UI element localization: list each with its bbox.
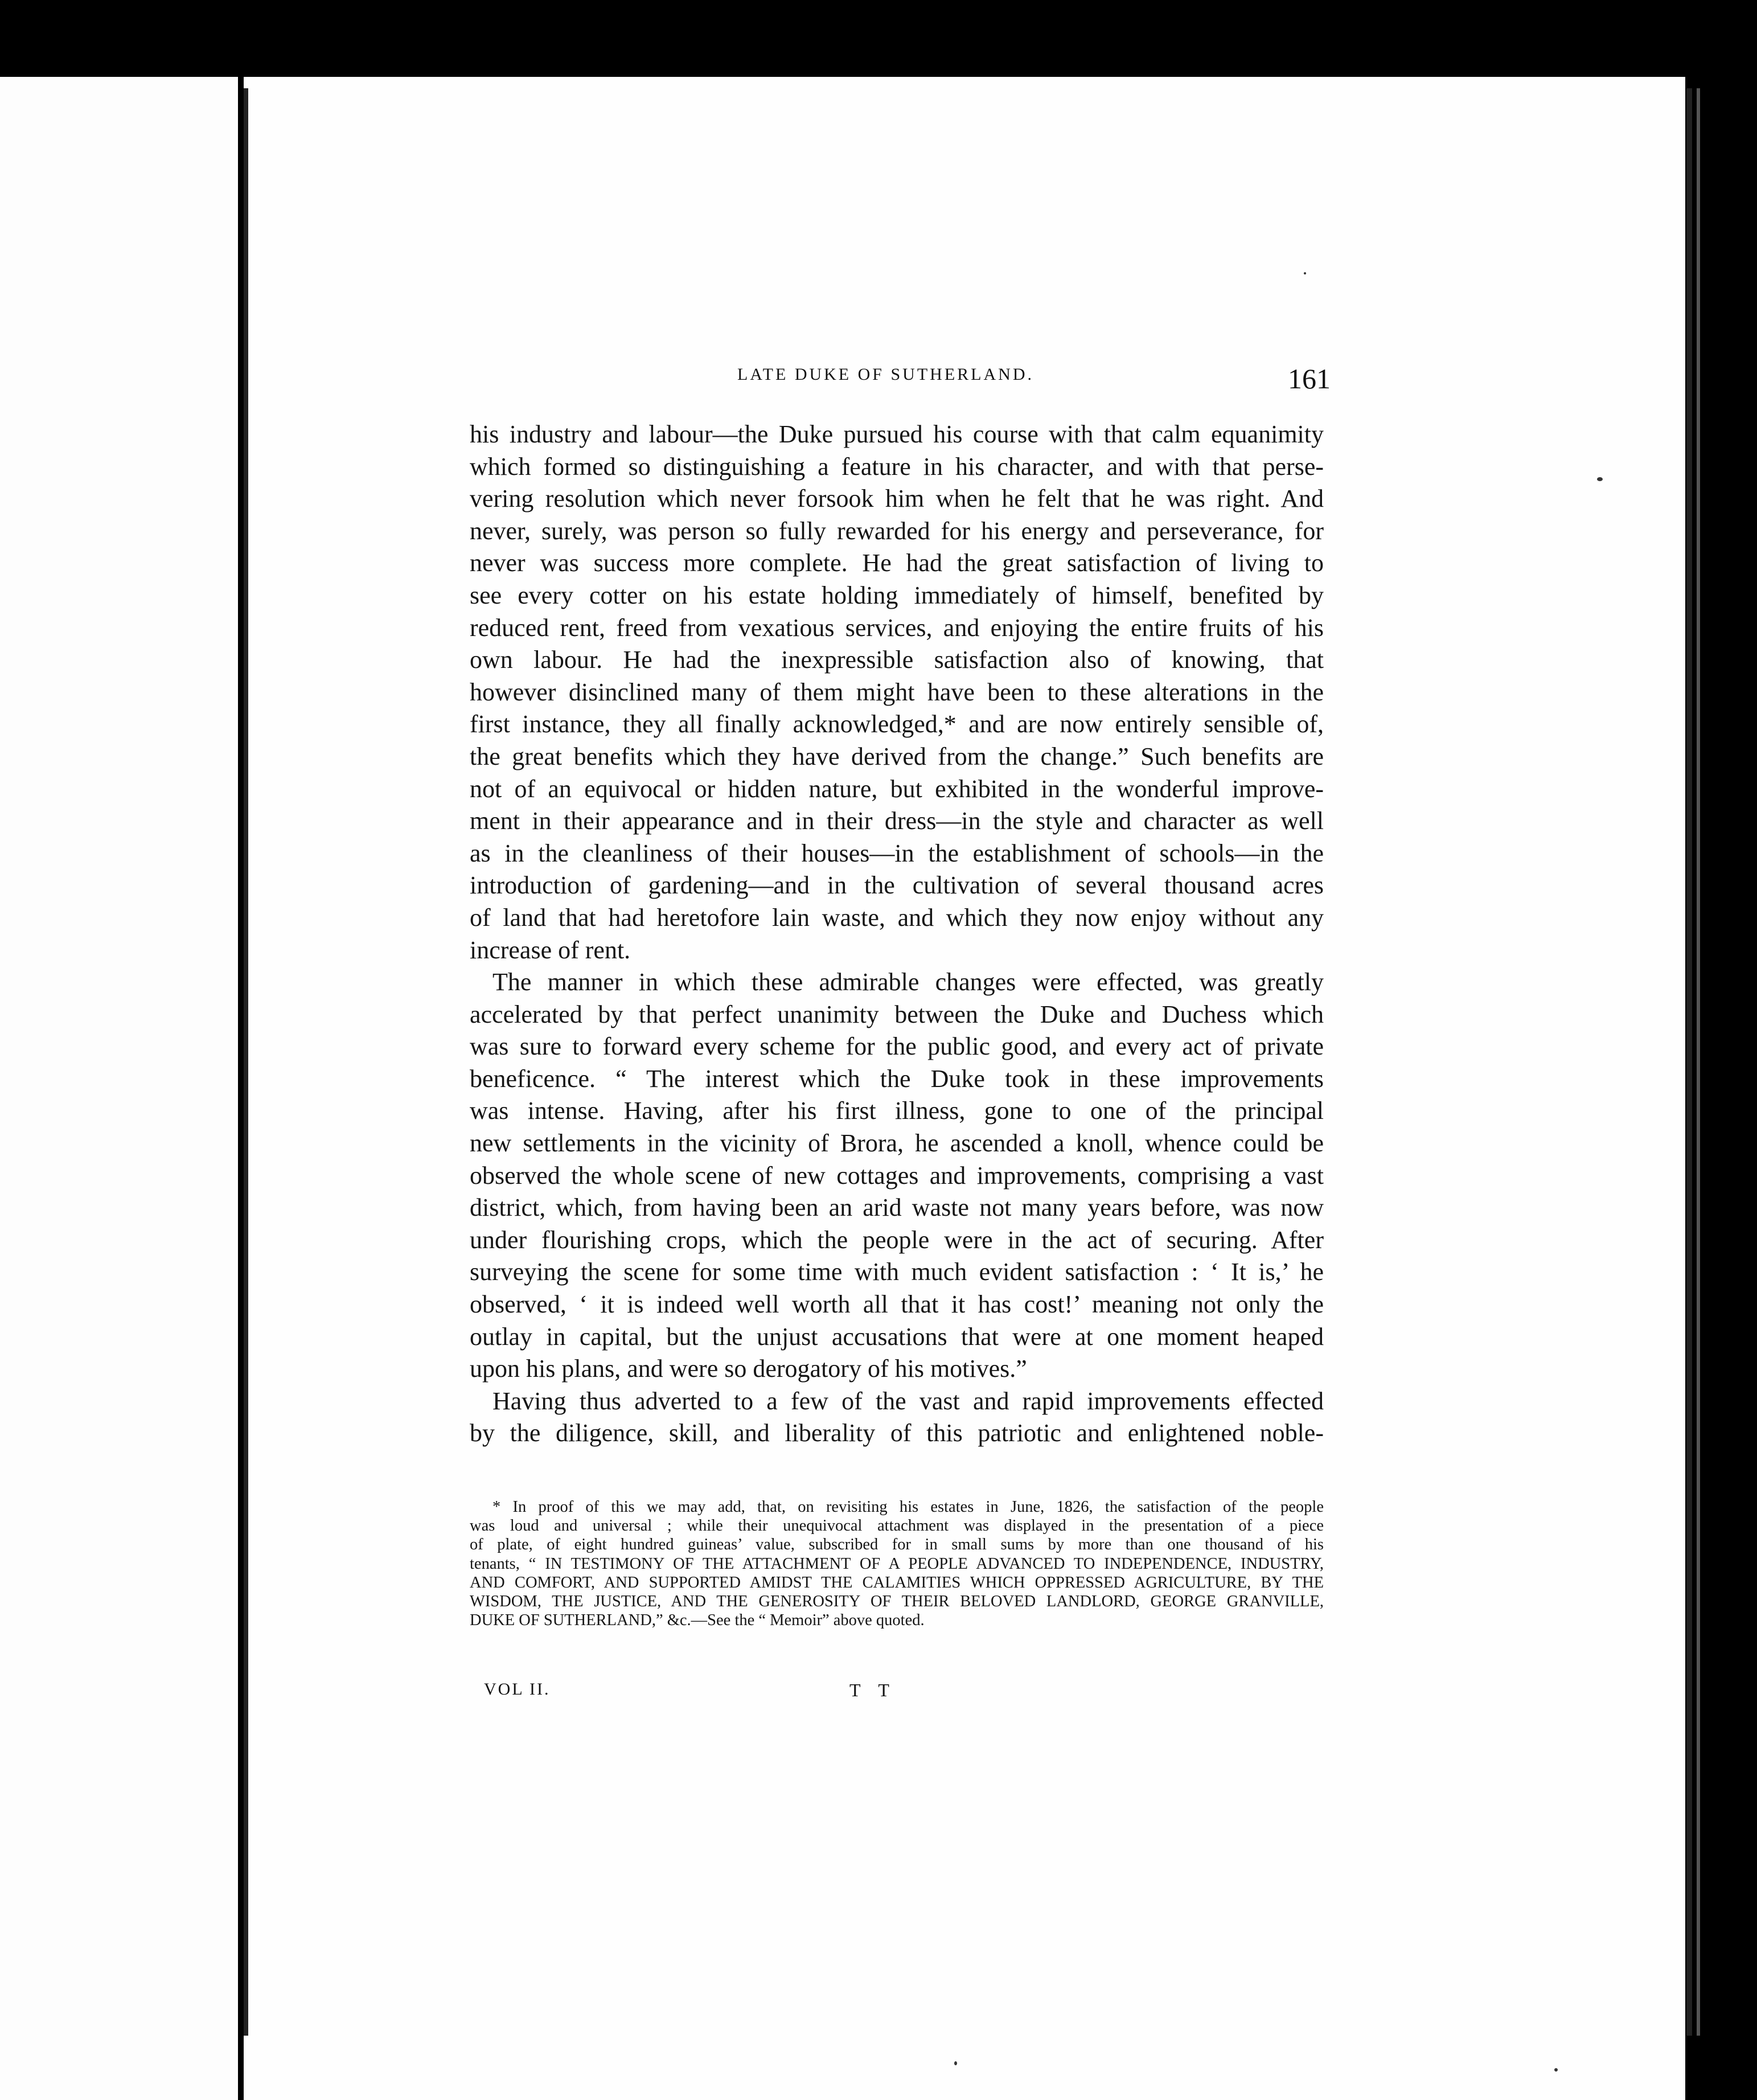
body-line: district, which, from having been an arid waste not many years before, was now	[470, 1193, 1324, 1222]
facing-page-edge	[0, 77, 238, 2100]
scan-speck	[1597, 477, 1603, 481]
body-line: outlay in capital, but the unjust accusations that were at one moment heaped	[470, 1322, 1324, 1351]
body-line: vering resolution which never forsook him when he felt that he was right. And	[470, 485, 1324, 513]
body-line: of land that had heretofore lain waste, and which they now enjoy without any	[470, 903, 1324, 932]
body-line: the great benefits which they have derived from the change.” Such benefits are	[470, 742, 1324, 770]
body-line: which formed so distinguishing a feature in his character, and with that perse-	[470, 452, 1324, 481]
footnote-line: was loud and universal ; while their unequivocal attachment was displayed in the presentation of a piece	[470, 1517, 1324, 1535]
body-line: beneficence. “ The interest which the Duke took in these improvements	[470, 1064, 1324, 1093]
body-line: was intense. Having, after his first illness, gone to one of the principal	[470, 1097, 1324, 1125]
body-line: observed the whole scene of new cottages and improvements, comprising a vast	[470, 1161, 1324, 1190]
body-line: accelerated by that perfect unanimity between the Duke and Duchess which	[470, 1000, 1324, 1028]
body-line: increase of rent.	[470, 936, 631, 964]
volume-signature: VOL II.	[484, 1680, 551, 1699]
page-left-border	[244, 88, 248, 2036]
body-text	[470, 419, 1324, 1450]
footnote-line: DUKE OF SUTHERLAND,” &c.—See the “ Memoir” above quoted.	[470, 1611, 925, 1630]
body-line: as in the cleanliness of their houses—in the establishment of schools—in the	[470, 839, 1324, 867]
body-line: by the diligence, skill, and liberality of this patriotic and enlightened noble-	[470, 1419, 1324, 1447]
footnote-line: * In proof of this we may add, that, on revisiting his estates in June, 1826, the satisfaction of the people	[492, 1498, 1324, 1516]
scan-speck	[954, 2061, 957, 2065]
body-line: upon his plans, and were so derogatory of his motives.”	[470, 1355, 1027, 1383]
body-line: new settlements in the vicinity of Brora, he ascended a knoll, whence could be	[470, 1129, 1324, 1158]
body-line: introduction of gardening—and in the cultivation of several thousand acres	[470, 871, 1324, 900]
page-right-border-inner	[1697, 88, 1700, 2036]
body-line: first instance, they all finally acknowledged,* and are now entirely sensible of,	[470, 710, 1324, 739]
footnote	[470, 1498, 1324, 1630]
body-line: Having thus adverted to a few of the vast and rapid improvements effected	[492, 1387, 1324, 1415]
body-line: under flourishing crops, which the people were in the act of securing. After	[470, 1225, 1324, 1254]
page-right-border	[1686, 88, 1692, 2036]
page-number: 161	[1288, 363, 1331, 395]
body-line: The manner in which these admirable changes were effected, was greatly	[492, 968, 1324, 996]
body-line: however disinclined many of them might have been to these alterations in the	[470, 678, 1324, 706]
body-line: reduced rent, freed from vexatious services, and enjoying the entire fruits of his	[470, 613, 1324, 642]
body-line: was sure to forward every scheme for the public good, and every act of private	[470, 1032, 1324, 1061]
footnote-line: WISDOM, THE JUSTICE, AND THE GENEROSITY OF THEIR BELOVED LANDLORD, GEORGE GRANVILLE,	[470, 1593, 1324, 1611]
body-line: his industry and labour—the Duke pursued his course with that calm equanimity	[470, 420, 1324, 448]
body-line: see every cotter on his estate holding immediately of himself, benefited by	[470, 581, 1324, 609]
gathering-signature: T T	[849, 1680, 896, 1700]
body-line: not of an equivocal or hidden nature, but exhibited in the wonderful improve-	[470, 774, 1324, 803]
body-line: own labour. He had the inexpressible satisfaction also of knowing, that	[470, 646, 1324, 674]
running-head: LATE DUKE OF SUTHERLAND.	[737, 365, 1034, 384]
body-line: never was success more complete. He had the great satisfaction of living to	[470, 549, 1324, 577]
scan-speck	[1304, 272, 1306, 274]
footnote-line: of plate, of eight hundred guineas’ value, subscribed for in small sums by more than one thousand of his	[470, 1536, 1324, 1554]
body-line: observed, ‘ it is indeed well worth all that it has cost!’ meaning not only the	[470, 1290, 1324, 1319]
scan-speck	[1554, 2068, 1558, 2072]
body-line: ment in their appearance and in their dress—in the style and character as well	[470, 807, 1324, 835]
footnote-line: AND COMFORT, AND SUPPORTED AMIDST THE CALAMITIES WHICH OPPRESSED AGRICULTURE, BY THE	[470, 1573, 1324, 1592]
footnote-line: tenants, “ IN TESTIMONY OF THE ATTACHMENT OF A PEOPLE ADVANCED TO INDEPENDENCE, INDUSTRY,	[470, 1555, 1324, 1573]
body-line: never, surely, was person so fully rewarded for his energy and perseverance, for	[470, 516, 1324, 545]
body-line: surveying the scene for some time with much evident satisfaction : ‘ It is,’ he	[470, 1258, 1324, 1286]
